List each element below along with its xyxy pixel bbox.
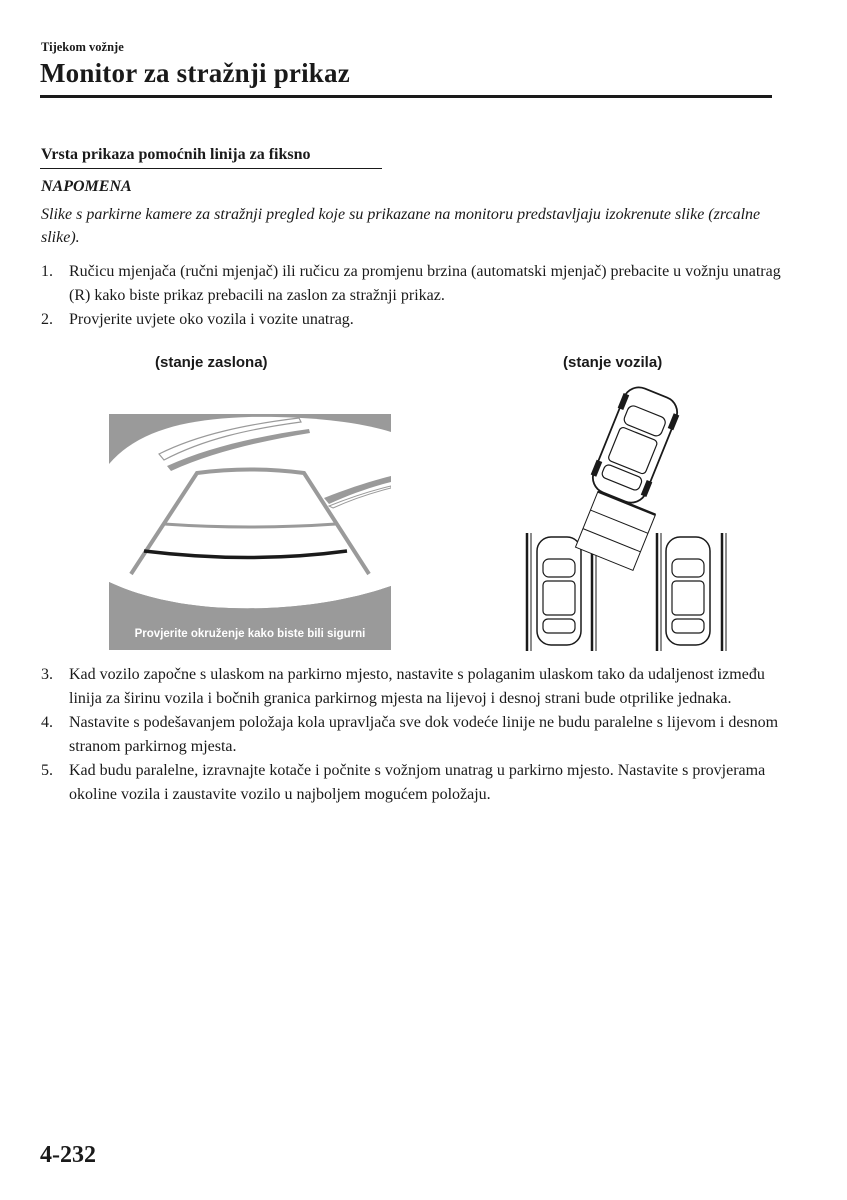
step-text: Kad vozilo započne s ulaskom na parkirno mjesto, nastavite s polaganim ulaskom tako da udaljenost između linija za širinu vozila i bočnih granica parkirnog mjesta na lijevoj i desnoj strani bude otprilike jednaka. <box>69 666 765 707</box>
step-item <box>41 308 781 332</box>
steps-bottom-list <box>41 663 781 807</box>
step-item <box>41 663 781 711</box>
step-text: Ručicu mjenjača (ručni mjenjač) ili ručicu za promjenu brzina (automatski mjenjač) prebacite u vožnju unatrag (R) kako biste prikaz prebacili na zaslon za stražnji prikaz. <box>69 263 781 304</box>
figure-caption-vehicle: (stanje vozila) <box>563 354 663 371</box>
step-number: 2. <box>41 311 53 328</box>
subheading: Vrsta prikaza pomoćnih linija za fiksno <box>41 146 311 163</box>
guide-projection <box>575 492 655 571</box>
step-item <box>41 759 781 807</box>
step-number: 4. <box>41 714 53 731</box>
screen-graphic <box>109 414 391 650</box>
reversing-car <box>586 385 684 508</box>
figure-caption-screen: (stanje zaslona) <box>155 354 268 371</box>
page-number: 4-232 <box>40 1142 96 1168</box>
screen-warning-text: Provjerite okruženje kako biste bili sigurni <box>134 628 366 640</box>
parked-car-right <box>666 537 710 645</box>
step-number: 1. <box>41 263 53 280</box>
steps-top-list <box>41 260 781 332</box>
page-title: Monitor za stražnji prikaz <box>40 58 350 88</box>
subheading-rule <box>40 168 382 169</box>
section-label: Tijekom vožnje <box>41 40 124 54</box>
title-rule <box>40 95 772 98</box>
step-number: 5. <box>41 762 53 779</box>
vehicle-graphic <box>515 385 735 655</box>
vehicle-state-illustration <box>515 385 735 655</box>
step-text: Kad budu paralelne, izravnajte kotače i počnite s vožnjom unatrag u parkirno mjesto. Nastavite s provjerama okoline vozila i zaustavite vozilo u najboljem mogućem položaju. <box>69 762 766 803</box>
note-text: Slike s parkirne kamere za stražnji pregled koje su prikazane na monitoru predstavljaju izokrenute slike (zrcalne slike). <box>41 206 761 246</box>
step-text: Nastavite s podešavanjem položaja kola upravljača sve dok vodeće linije ne budu paralelne s lijevom i desnom stranom parkirnog mjesta. <box>69 714 779 755</box>
step-text: Provjerite uvjete oko vozila i vozite unatrag. <box>69 311 354 328</box>
step-number: 3. <box>41 666 53 683</box>
note-heading: NAPOMENA <box>41 178 132 195</box>
step-item <box>41 711 781 759</box>
step-item <box>41 260 781 308</box>
rear-camera-screen-illustration <box>109 414 391 650</box>
parked-car-left <box>537 537 581 645</box>
